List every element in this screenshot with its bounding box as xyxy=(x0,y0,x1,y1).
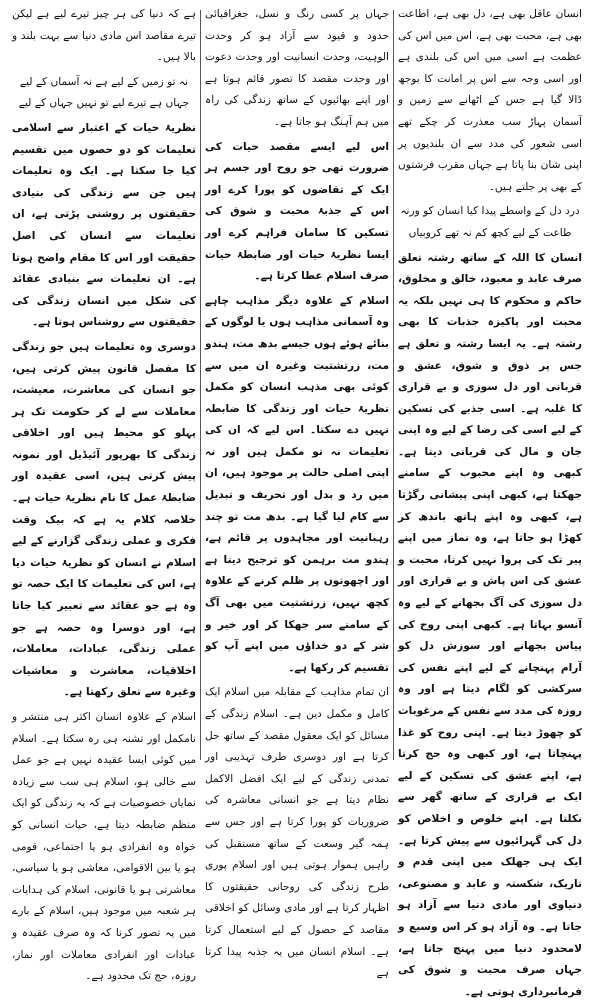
paragraph: اسلام کے علاوہ انسان اکثر ہی منتشر و نامکمل اور تشنہ ہی رہ سکتا ہے۔ اسلام میں کوئی ایسا عقیدہ نہیں ہے جو عمل سے خالی ہو، اسلام ہی سب سے زیادہ نمایاں خصوصیات ہے کہ یہ زندگی کو ایک منظم ضابطہ دیتا ہے، حیات انسانی کو خواہ وہ انفرادی ہو یا اجتماعی، قومی ہو یا بین الاقوامی، معاشی ہو یا سیاسی، معاشرتی ہو یا قانونی، اسلام کی ہدایات ہر شعبہ میں موجود ہیں، اسلام کے بارے میں یہ تصور کرنا کہ وہ صرف عقیدہ و عبادات اور انفرادی معاملات اور نماز، روزہ، حج تک محدود ہے۔ xyxy=(12,711,196,983)
paragraph: ان تمام مذاہب کے مقابلہ میں اسلام ایک کامل و مکمل دین ہے۔ اسلام زندگی کے مسائل کو ایک معقول مقصد کے ساتھ حل کرتا ہے اور دوسری طرف تہذیبی اور تمدنی زندگی کے لیے ایک افضل الاکمل نظام دیتا ہے جو انسانی معاشرہ کی ضروریات کو پورا کرتا ہے اور جس سے ہمہ گیر وسعت کے ساتھ مستقبل کی راہیں ہموار ہوتی ہیں اور اسلام پوری طرح زندگی کی روحانی حقیقتوں کا اظہار کرتا ہے اور مادی وسائل کو اخلاقی مقاصد کے حصول کے لیے استعمال کرتا ہے۔ اسلام انسان میں یہ جذبہ پیدا کرتا ہے xyxy=(205,686,389,980)
verse: درد دل کے واسطے پیدا کیا انسان کو ورنہ طاعت کے لیے کچھ کم نہ تھے کروبیاں xyxy=(400,205,580,239)
paragraph: اسلام کے علاوہ دیگر مذاہب چاہے وہ آسمانی مذاہب ہوں یا لوگوں کے بنائے ہوئے ہوں جیسے بدھ مت، ہندو مت، زرتشتیت وغیرہ ان میں سے کوئی بھی مذہب انسان کو مکمل نظریۂ حیات اور زندگی کا ضابطہ نہیں دے سکتا۔ اس لیے کہ ان کی تعلیمات نہ تو مکمل ہیں اور نہ اپنی اصلی حالت پر موجود ہیں، ان میں رد و بدل اور تحریف و تبدیل سے کام لیا گیا ہے۔ بدھ مت تو چند رہبانیت اور مجاہدوں پر قائم ہے، ہندو مت برہمن کو ترجیح دیتا ہے اور اچھوتوں پر ظلم کرنے کے علاوہ کچھ نہیں، زرتشتیت میں بھی آگ کے سامنے سر جھکا کر اور خیر و شر کے دو خداؤں میں اپنے آپ کو تقسیم کر رکھا ہے۔ xyxy=(205,294,389,674)
paragraph: دوسری وہ تعلیمات ہیں جو زندگی کا مفصل قانون پیش کرتی ہیں، جو انسان کی معاشرت، معیشت، معاملات سے لے کر حکومت تک ہر پہلو کو محیط ہیں اور اخلاقی زندگی کا بھرپور آئیڈیل اور نمونہ پیش کرتی ہیں، اسی عقیدہ اور ضابطۂ عمل کا نام نظریۂ حیات ہے۔ خلاصہ کلام یہ ہے کہ بیک وقت فکری و عملی زندگی گزارنے کے لیے اسلام نے انسان کو نظریۂ حیات دیا ہے، اس کی تعلیمات کا ایک حصہ تو وہ ہے جو عقائد سے تعبیر کیا جاتا ہے، اور دوسرا وہ حصہ ہے جو عملی زندگی، عبادات، معاملات، اخلاقیات، معاشرت و معاشیات وغیرہ سے تعلق رکھتا ہے۔ xyxy=(12,340,196,699)
paragraph: اس لیے ایسے مقصد حیات کی ضرورت تھی جو روح اور جسم ہر ایک کے تقاضوں کو پورا کرے اور اس کے جذبۂ محبت و شوق کی تسکین کا سامان فراہم کرے اور ایسا نظریۂ حیات اور ضابطۂ حیات صرف اسلام عطا کرتا ہے۔ xyxy=(205,140,389,283)
paragraph: جہاں پر کسی رنگ و نسل، جغرافیائی حدود و قیود سے آزاد ہو کر وحدت الوہیت، وحدت انسانیت اور وحدت دعوت اور وحدت مقصد کا تصور قائم ہوتا ہے اور اپنے بھائیوں کے ساتھ زندگی کی راہ میں ہم آہنگ ہو جاتا ہے۔ xyxy=(205,8,389,128)
paragraph: ہے کہ دنیا کی ہر چیز تیرے لیے ہے لیکن تیرے مقاصد اس مادی دنیا سے بہت بلند و بالا ہیں۔ xyxy=(12,8,196,64)
text-column-left xyxy=(8,4,200,983)
text-column-right xyxy=(394,4,586,998)
verse: نہ تو زمیں کے لیے ہے نہ آسماں کے لیے جہاں ہے تیرے لیے تو نہیں جہاں کے لیے xyxy=(18,75,190,110)
text-column-middle xyxy=(201,4,393,980)
paragraph: انسان کا اللہ کے ساتھ رشتہ تعلق صرف عابد و معبود، خالق و مخلوق، حاکم و محکوم کا ہی نہیں بلکہ یہ محبت اور پاکیزہ جذبات کا بھی رشتہ ہے۔ یہ ایسا رشتہ و تعلق ہے جس پر ذوق و شوق، عشق و قربانی اور دل سوزی و بے قراری کا غلبہ ہے۔ اسی جذبے کی تسکین کے لیے اسی کی رضا کے لیے وہ اپنی جان و مال کی قربانی دیتا ہے۔ کبھی وہ اپنے محبوب کے سامنے جھکتا ہے، کبھی اپنی پیشانی رگڑتا ہے، کبھی وہ اپنے ہاتھ باندھ کر کھڑا ہو جاتا ہے، وہ نماز میں اپنے پیر تک کی پروا نہیں کرتا، محبت و عشق کی اس پاش و بے قراری اور دل سوزی کی آگ بجھانے کے لیے وہ آنسو بہاتا ہے۔ کبھی اپنی روح کی پیاس بجھانے اور سوزش دل کو آرام پہنچانے کے لیے اپنے نفس کی سرکشی کو لگام دیتا ہے اور وہ روزہ کی مدد سے نفس کے مرغوبات کو چھوڑ دیتا ہے۔ اپنی روح کو غذا پہنچاتا ہے، اور کبھی وہ حج کرتا ہے، اپنے عشق کی تسکین کے لیے ایک بے قراری کے ساتھ گھر سے نکلتا ہے۔ اپنے خلوص و اخلاص کو دل کی گہرائیوں سے پیش کرتا ہے۔ ایک ہی جھلک میں اپنی قدم و تاریک، شکستہ و عابد و مصنوعی، دنیاوی اور مادی دنیا سے آزاد ہو جاتا ہے۔ وہ آزاد ہو کر اس وسیع و لامحدود دنیا میں پہنچ جاتا ہے، جہاں صرف محبت و شوق کی فرمانبرداری ہوتی ہے۔ xyxy=(398,251,582,998)
paragraph: انسان عاقل بھی ہے، دل بھی ہے، اطاعت بھی ہے، محبت بھی ہے، اس میں اس کی عظمت ہے اسی میں اس کی بلندی ہے اور اسی وجہ سے اس پر امانت کا بوجھ ڈالا گیا ہے جس کے اٹھانے سے زمین و آسمان پہاڑ سب معذرت کر چکے تھے اسی شعور کی مدد سے ان بلندیوں پر اپنی شان بنا پاتا ہے جہاں مقرب فرشتوں کے بھی پر جلتے ہیں۔ xyxy=(398,8,582,193)
paragraph: نظریۂ حیات کے اعتبار سے اسلامی تعلیمات کو دو حصوں میں تقسیم کیا جا سکتا ہے۔ ایک وہ تعلیمات ہیں جن سے زندگی کی بنیادی حقیقتوں پر روشنی پڑتی ہے، ان تعلیمات سے انسان کی اصل حقیقت اور اس کا مقام واضح ہوتا ہے۔ ان تعلیمات سے بنیادی عقائد کی شکل میں انسان زندگی کی حقیقتوں سے روشناس ہوتا ہے۔ xyxy=(12,121,196,329)
